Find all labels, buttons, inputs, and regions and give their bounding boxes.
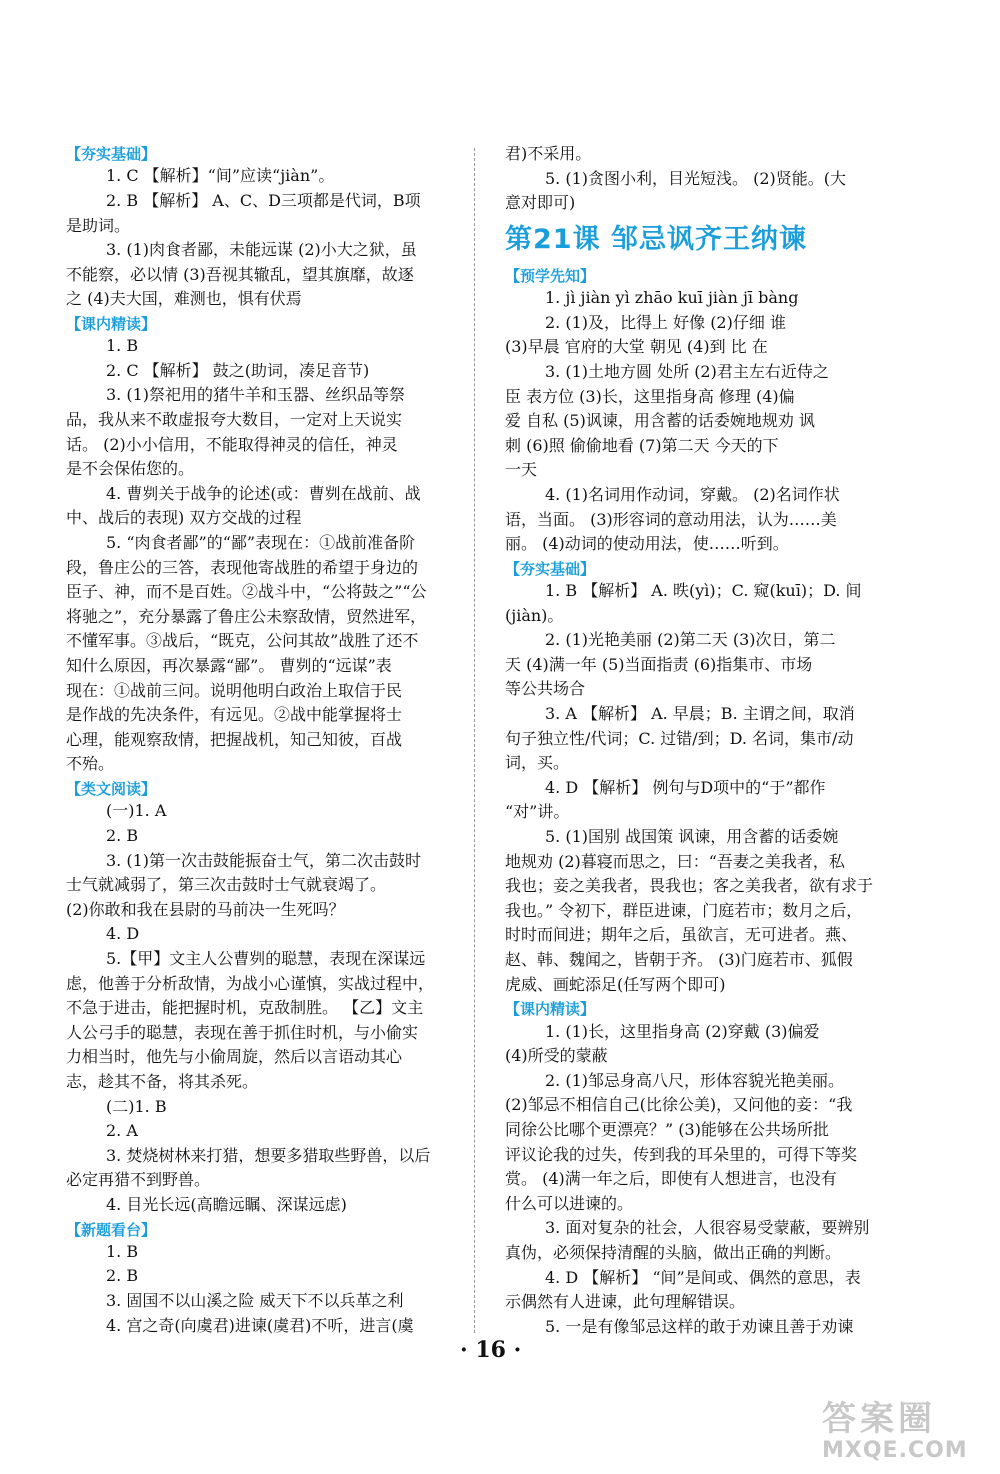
text-line: (2)你敢和我在县尉的马前决一生死吗？ [66, 899, 345, 919]
text-line: 2. (1)及，比得上 好像 (2)仔细 谁 [545, 312, 786, 332]
text-line: 示偶然有人进谏，此句理解错误。 [505, 1292, 746, 1312]
text-line: 1. C 【解析】“间”应读“jiàn”。 [106, 166, 335, 186]
text-line: 之 (4)夫大国，难测也，惧有伏焉 [66, 289, 302, 309]
text-line: 话。 (2)小小信用，不能取得神灵的信任，神灵 [66, 434, 398, 454]
text-line: 爱 自私 (5)讽谏，用含蓄的话委婉地规劝 讽 [505, 411, 815, 431]
text-line: 5. 一是有像邹忌这样的敢于劝谏且善于劝谏 [545, 1316, 854, 1336]
text-line: 是助词。 [66, 215, 131, 235]
text-line: 中、战后的表现) 双方交战的过程 [66, 508, 302, 528]
section-tag: 【课内精读】 [66, 314, 157, 333]
watermark-top: 答案圈 [822, 1399, 936, 1439]
text-line: 品，我从来不敢虚报夸大数目，一定对上天说实 [66, 410, 403, 429]
section-tag: 【夯实基础】 [66, 145, 157, 163]
text-line: 必定再猎不到野兽。 [66, 1170, 211, 1190]
text-line: 2. B [106, 1266, 139, 1286]
lesson-title: 第21课 邹忌讽齐王纳谏 [505, 223, 807, 255]
section-tag: 【新题看台】 [66, 1220, 157, 1239]
text-line: 3. 面对复杂的社会，人很容易受蒙蔽，要辨别 [545, 1218, 870, 1238]
text-line: 志，趁其不备，将其杀死。 [66, 1071, 259, 1091]
text-line: 词，买。 [505, 753, 570, 773]
text-line: (二)1. B [106, 1096, 167, 1116]
text-line: 丽。 (4)动词的使动用法，使……听到。 [505, 534, 789, 554]
text-line: 虑，他善于分析敌情，为战小心谨慎，实战过程中， [66, 973, 435, 993]
text-line: 2. B [106, 825, 139, 845]
watermark-logo [822, 1400, 992, 1466]
text-line: 真伪，必须保持清醒的头脑，做出正确的判断。 [505, 1242, 842, 1262]
text-line: 1. (1)长，这里指身高 (2)穿戴 (3)偏爱 [545, 1021, 820, 1041]
text-line: 天 (4)满一年 (5)当面指责 (6)指集市、市场 [505, 654, 813, 674]
text-line: (4)所受的蒙蔽 [505, 1046, 608, 1066]
text-line: 知什么原因，再次暴露“鄙”。 曹刿的“远谋”表 [66, 656, 392, 675]
text-line: 句子独立性/代词；C. 过错/到；D. 名词，集市/动 [505, 728, 854, 748]
text-line: 刺 (6)照 偷偷地看 (7)第二天 今天的下 [505, 435, 779, 455]
text-line: 3. (1)肉食者鄙，未能远谋 (2)小大之狱，虽 [106, 240, 417, 260]
text-line: 虎威、画蛇添足(任写两个即可) [505, 974, 726, 994]
text-line: 同徐公比哪个更漂亮？” (3)能够在公共场所批 [505, 1119, 829, 1139]
text-line: 将驰之”，充分暴露了鲁庄公未察敌情，贸然进军， [66, 606, 427, 626]
text-line: 时时而间进；期年之后，虽欲言，无可进者。燕、 [505, 925, 858, 945]
text-line: (一)1. A [106, 801, 167, 821]
text-line: 4. 目光长远(高瞻远瞩、深谋远虑) [106, 1194, 347, 1214]
text-line: 评议论我的过失，传到我的耳朵里的，可得下等奖 [505, 1144, 858, 1164]
text-line: 什么可以进谏的。 [505, 1193, 634, 1213]
text-line: 臣 表方位 (3)长，这里指身高 修理 (4)偏 [505, 386, 795, 406]
text-line: “对”讲。 [505, 802, 570, 822]
watermark-bottom: MXQE.COM [822, 1438, 968, 1463]
text-line: 2. (1)邹忌身高八尺，形体容貌光艳美丽。 [545, 1070, 845, 1090]
text-line: 4. D [106, 924, 140, 944]
text-line: 现在：①战前三问。说明他明白政治上取信于民 [66, 680, 403, 700]
text-line: 4. 曹刿关于战争的论述(或：曹刿在战前、战 [106, 483, 421, 503]
text-line: 5. (1)国别 战国策 讽谏，用含蓄的话委婉 [545, 827, 839, 846]
text-line: 2. (1)光艳美丽 (2)第二天 (3)次日，第二 [545, 630, 836, 650]
section-tag: 【类文阅读】 [66, 780, 157, 798]
text-line: 段，鲁庄公的三答，表现他寄战胜的希望于身边的 [66, 557, 419, 577]
text-line: 心理，能观察敌情，把握战机，知己知彼，百战 [66, 729, 403, 749]
text-line: 赵、韩、魏闻之，皆朝于齐。 (3)门庭若市、狐假 [505, 950, 853, 969]
text-line: 意对即可) [505, 193, 576, 213]
text-line: 4. 宫之奇(向虞君)进谏(虞君)不听，进言(虞 [106, 1315, 414, 1335]
text-line: 2. A [106, 1121, 138, 1141]
section-tag: 【夯实基础】 [505, 559, 596, 578]
text-line: 君)不采用。 [505, 144, 592, 163]
text-line: 4. D 【解析】 “间”是间或、偶然的意思，表 [545, 1267, 861, 1287]
text-line: 3. 固国不以山溪之险 威天下不以兵革之利 [106, 1291, 404, 1310]
text-line: 人公弓手的聪慧，表现在善于抓住时机，与小偷实 [66, 1022, 419, 1042]
section-tag: 【预学先知】 [505, 266, 596, 285]
text-line: 是不会保佑您的。 [66, 459, 195, 479]
text-line: 3. (1)祭祀用的猪牛羊和玉器、丝织品等祭 [106, 385, 406, 405]
text-line: 地规劝 (2)暮寝而思之，曰：“吾妻之美我者，私 [505, 851, 845, 871]
column-divider [474, 148, 475, 1333]
text-line: 2. C 【解析】 鼓之(助词，凑足音节) [106, 360, 370, 380]
text-line: 5. (1)贪图小利，目光短浅。 (2)贤能。(大 [545, 168, 847, 188]
text-line: 3. A 【解析】 A. 早晨；B. 主谓之间，取消 [545, 704, 855, 723]
text-line: 等公共场合 [505, 679, 586, 699]
text-line: 5. “肉食者鄙”的“鄙”表现在：①战前准备阶 [106, 533, 416, 552]
text-line: 1. B [106, 1241, 139, 1261]
text-line: 不懂军事。③战后，“既克，公问其故”战胜了还不 [66, 631, 419, 651]
text-line: 1. jì jiàn yì zhāo kuī jiàn jī bàng [545, 288, 799, 308]
text-line: (2)邹忌不相信自己(比徐公美)，又问他的妾：“我 [505, 1095, 853, 1115]
text-line: 2. B 【解析】 A、C、D三项都是代词，B项 [106, 190, 421, 210]
text-line: 3. (1)第一次击鼓能振奋士气，第二次击鼓时 [106, 850, 422, 870]
section-tag: 【课内精读】 [505, 1000, 596, 1019]
text-line: 3. 焚烧树林来打猎，想要多猎取些野兽，以后 [106, 1145, 431, 1165]
text-line: 我也；妾之美我者，畏我也；客之美我者，欲有求于 [505, 876, 874, 896]
text-line: 3. (1)土地方圆 处所 (2)君主左右近侍之 [545, 361, 829, 381]
page-number: · 16 · [460, 1337, 522, 1363]
text-line: 是作战的先决条件，有远见。②战中能掌握将士 [66, 705, 403, 725]
text-line: 赏。 (4)满一年之后，即使有人想进言，也没有 [505, 1169, 837, 1189]
text-line: 不殆。 [66, 754, 115, 774]
text-line: 不急于进击，能把握时机，克敌制胜。 【乙】文主 [66, 998, 424, 1018]
text-line: 语，当面。 (3)形容词的意动用法，认为……美 [505, 509, 837, 529]
text-line: 4. (1)名词用作动词，穿戴。 (2)名词作状 [545, 484, 840, 504]
text-line: 士气就减弱了，第三次击鼓时士气就衰竭了。 [66, 875, 387, 895]
text-line: 一天 [505, 460, 538, 480]
text-line: 5.【甲】文主人公曹刿的聪慧，表现在深谋远 [106, 948, 426, 968]
text-line: 4. D 【解析】 例句与D项中的“于”都作 [545, 777, 826, 797]
text-line: 不能察，必以情 (3)吾视其辙乱，望其旗靡，故逐 [66, 264, 414, 284]
text-line: 臣子、神，而不是百姓。②战斗中，“公将鼓之”“公 [66, 582, 427, 602]
text-line: 1. B 【解析】 A. 昳(yì)；C. 窥(kuī)；D. 间 [545, 581, 862, 600]
text-line: 力相当时，他先与小偷周旋，然后以言语动其心 [66, 1047, 403, 1067]
text-line: (jiàn)。 [505, 605, 564, 625]
text-line: 我也。” 令初下，群臣进谏，门庭若市；数月之后， [505, 900, 863, 920]
text-line: 1. B [106, 336, 139, 356]
text-line: (3)早晨 官府的大堂 朝见 (4)到 比 在 [505, 337, 768, 357]
